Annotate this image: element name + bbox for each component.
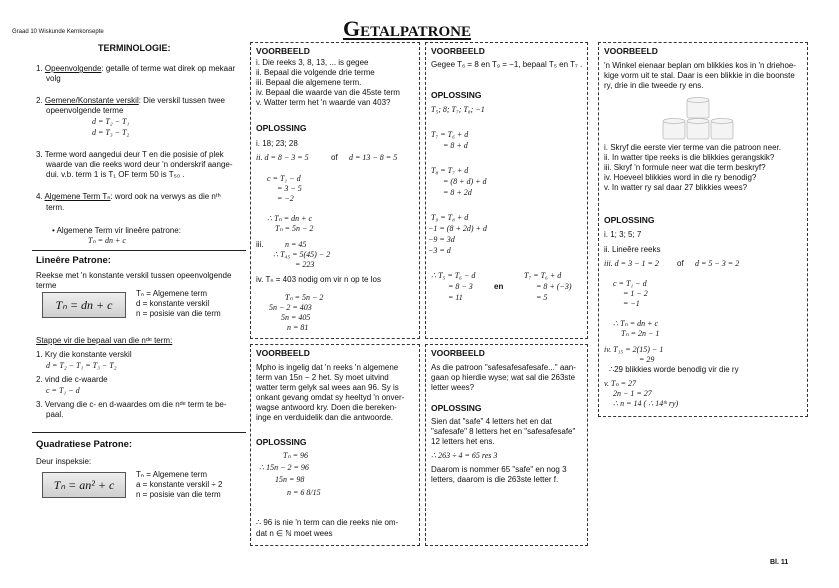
term-item-1-cont: volg bbox=[46, 74, 61, 83]
cans-pyramid-illustration bbox=[651, 97, 747, 143]
ex2-s8: −9 = 3d bbox=[428, 235, 455, 244]
ex4-l1: As die patroon "safesafesafesafe..." aan- bbox=[431, 363, 576, 372]
step-1-formula: d = T₂ − T₁ = T₃ − T₂ bbox=[46, 361, 117, 370]
ex4-s5: Daarom is nommer 65 "safe" en nog 3 bbox=[431, 465, 567, 474]
ex3-c2: dat n ∈ ℕ moet wees bbox=[256, 529, 333, 538]
ex5-l2: kige vorm uit te stal. Daar is een blikkie in die boonste bbox=[604, 71, 795, 80]
term-item-2-formula-1: d = T₂ − T₁ bbox=[92, 117, 130, 126]
ex5-a3-of: of bbox=[677, 259, 684, 268]
ex1-q3: iii. Bepaal die algemene term. bbox=[256, 78, 362, 87]
ex1-a2a: ii. d = 8 − 3 = 5 bbox=[256, 153, 309, 162]
ex5-t2: Tₙ = 2n − 1 bbox=[621, 329, 660, 338]
ex5-q4: iv. Hoeveel blikkies word in die ry benodig? bbox=[604, 173, 757, 182]
page-number: Bl. 11 bbox=[770, 559, 789, 566]
example-heading: VOORBEELD bbox=[256, 46, 310, 56]
example-heading: VOORBEELD bbox=[431, 348, 485, 358]
ex3-c1: ∴ 96 is nie 'n term can die reeks nie om- bbox=[256, 518, 399, 527]
ex3-l4: onkant gevang omdat sy heeltyd 'n onver- bbox=[256, 393, 405, 402]
linear-formula-box: Tₙ = dn + c bbox=[42, 292, 126, 318]
page-title: Getalpatrone bbox=[343, 16, 471, 41]
ex2-r4: T₇ = T₆ + d bbox=[524, 271, 562, 280]
ex1-c3: = −2 bbox=[277, 194, 294, 203]
example-panel-2 bbox=[425, 42, 588, 339]
solution-heading: OPLOSSING bbox=[431, 90, 482, 100]
example-panel-4 bbox=[425, 344, 588, 546]
ex5-a1: i. 1; 3; 5; 7 bbox=[604, 230, 642, 239]
ex2-r5: = 8 + (−3) bbox=[536, 282, 572, 291]
linear-legend-1: Tₙ = Algemene term bbox=[136, 289, 207, 298]
linear-legend-3: n = posisie van die term bbox=[136, 309, 221, 318]
ex2-question: Gegee T₆ = 8 en T₉ = −1, bepaal T₅ en T₇ . bbox=[431, 60, 583, 69]
ex1-a1: i. 18; 23; 28 bbox=[256, 139, 298, 148]
ex1-t1: ∴ Tₙ = dn + c bbox=[267, 214, 313, 223]
ex2-s4: = (8 + d) + d bbox=[443, 177, 487, 186]
ex4-s1: Sien dat "safe" 4 letters het en dat bbox=[431, 417, 552, 426]
ex5-q1: i. Skryf die eerste vier terme van die patroon neer. bbox=[604, 143, 781, 152]
linear-desc-2: terme bbox=[36, 281, 57, 290]
ex3-l1: Mpho is ingelig dat 'n reeks 'n algemene bbox=[256, 363, 399, 372]
quadratic-heading: Quadratiese Patrone: bbox=[36, 439, 133, 450]
ex1-iv: iv. Tₙ = 403 nodig om vir n op te los bbox=[256, 275, 381, 284]
ex3-f4: n = 6 8/15 bbox=[287, 488, 321, 497]
example-heading: VOORBEELD bbox=[604, 46, 658, 56]
linear-general-term-formula: Tₙ = dn + c bbox=[88, 236, 126, 245]
solution-heading: OPLOSSING bbox=[431, 403, 482, 413]
ex4-s4: ∴ 263 ÷ 4 = 65 res 3 bbox=[431, 451, 498, 460]
ex5-q2: ii. In watter tipe reeks is die blikkies gerangskik? bbox=[604, 153, 775, 162]
term-item-3-l1: 3. Terme word aangedui deur T en die posisie of plek bbox=[36, 150, 224, 159]
ex5-a2: ii. Lineêre reeks bbox=[604, 245, 661, 254]
ex1-q4: iv. Bepaal die waarde van die 45ste term bbox=[256, 88, 400, 97]
ex2-sequence: T₅; 8; T₇; T₈; −1 bbox=[431, 105, 485, 114]
example-panel-5 bbox=[598, 42, 808, 417]
divider bbox=[32, 432, 246, 433]
ex5-v2: 2n − 1 = 27 bbox=[613, 389, 652, 398]
term-item-2-formula-2: d = T₃ − T₂ bbox=[92, 128, 130, 137]
example-panel-3 bbox=[250, 344, 420, 546]
ex1-t2: Tₙ = 5n − 2 bbox=[275, 224, 314, 233]
ex3-l3: watter term gelyk sal wees aan 96. Sy is bbox=[256, 383, 399, 392]
terminology-heading: TERMINOLOGIE: bbox=[98, 43, 171, 53]
solution-heading: OPLOSSING bbox=[256, 123, 307, 133]
ex2-s1: T₇ = T₆ + d bbox=[431, 130, 469, 139]
step-2-formula: c = T₁ − d bbox=[46, 386, 80, 395]
ex1-q1: i. Die reeks 3, 8, 13, ... is gegee bbox=[256, 58, 369, 67]
ex3-l6: inge en verduidelik dan die antwoorde. bbox=[256, 413, 393, 422]
ex2-r1: ∴ T₅ = T₆ − d bbox=[431, 271, 476, 280]
linear-desc-1: Reekse met 'n konstante verskil tussen opeenvolgende bbox=[36, 271, 232, 280]
ex1-a2-of: of bbox=[331, 153, 338, 162]
linear-legend-2: d = konstante verskil bbox=[136, 299, 210, 308]
ex5-c3: = −1 bbox=[623, 299, 640, 308]
ex4-s2: "safesafe" 8 letters het en "safesafesafe" bbox=[431, 427, 576, 436]
ex1-iii-n: n = 45 bbox=[285, 240, 307, 249]
step-1: 1. Kry die konstante verskil bbox=[36, 350, 132, 359]
ex1-c2: = 3 − 5 bbox=[277, 184, 302, 193]
step-2: 2. vind die c-waarde bbox=[36, 375, 108, 384]
ex1-q5: v. Watter term het 'n waarde van 403? bbox=[256, 98, 391, 107]
ex2-en: en bbox=[494, 282, 504, 291]
ex3-f3: 15n = 98 bbox=[275, 475, 305, 484]
example-panel-1 bbox=[250, 42, 420, 339]
linear-heading: Lineêre Patrone: bbox=[36, 255, 111, 266]
ex5-iv2: = 29 bbox=[639, 355, 655, 364]
ex5-a3a: iii. d = 3 − 1 = 2 bbox=[604, 259, 659, 268]
ex2-r3: = 11 bbox=[448, 293, 463, 302]
ex2-s9: −3 = d bbox=[428, 246, 451, 255]
ex1-iv3: 5n = 405 bbox=[281, 313, 311, 322]
example-heading: VOORBEELD bbox=[431, 46, 485, 56]
ex2-r6: = 5 bbox=[536, 293, 548, 302]
ex5-iv1: iv. T₁₅ = 2(15) − 1 bbox=[604, 345, 664, 354]
ex3-f1: Tₙ = 96 bbox=[283, 451, 309, 460]
ex2-r2: = 8 − 3 bbox=[448, 282, 473, 291]
quadratic-legend-2: a = konstante verskil ÷ 2 bbox=[136, 480, 223, 489]
ex1-a2b: d = 13 − 8 = 5 bbox=[349, 153, 398, 162]
ex5-v1: v. Tₙ = 27 bbox=[604, 379, 636, 388]
ex1-iii-result: = 223 bbox=[295, 260, 315, 269]
term-item-2: 2. Gemene/Konstante verskil: Die verskil tussen twee bbox=[36, 96, 225, 105]
ex5-v3: ∴ n = 14 ( ∴ 14ᵗʰ ry) bbox=[613, 399, 679, 408]
ex3-l5: wagse antwoord kry. Doen die bereken- bbox=[256, 403, 397, 412]
steps-heading: Stappe vir die bepaal van die nᵈᵉ term: bbox=[36, 336, 173, 345]
quadratic-desc: Deur inspeksie: bbox=[36, 457, 92, 466]
ex2-s2: = 8 + d bbox=[443, 141, 468, 150]
ex2-s6: T₉ = T₈ + d bbox=[431, 213, 469, 222]
term-item-3-l2: waarde van die reeks word deur 'n onderskrif aange- bbox=[46, 160, 233, 169]
solution-heading: OPLOSSING bbox=[256, 437, 307, 447]
ex5-l3: ry, drie in die tweede ry ens. bbox=[604, 81, 704, 90]
quadratic-legend-1: Tₙ = Algemene term bbox=[136, 470, 207, 479]
ex2-s3: T₈ = T₇ + d bbox=[431, 166, 469, 175]
ex5-a3b: d = 5 − 3 = 2 bbox=[695, 259, 740, 268]
ex1-c1: c = T₁ − d bbox=[267, 174, 301, 183]
ex2-s7: −1 = (8 + 2d) + d bbox=[428, 224, 487, 233]
divider bbox=[32, 250, 246, 251]
ex1-iii-label: iii. bbox=[256, 240, 264, 249]
ex4-s6: letters, daarom is die 263ste letter f. bbox=[431, 475, 559, 484]
ex5-l1: 'n Winkel eienaar beplan om blikkies kos in 'n driehoe- bbox=[604, 61, 797, 70]
ex4-l2: gaan op hierdie wyse; wat sal die 263ste bbox=[431, 373, 576, 382]
ex3-f2: ∴ 15n − 2 = 96 bbox=[259, 463, 309, 472]
example-heading: VOORBEELD bbox=[256, 348, 310, 358]
ex1-iv4: n = 81 bbox=[287, 323, 309, 332]
term-item-1: 1. Opeenvolgende: getalle of terme wat direk op mekaar bbox=[36, 64, 236, 73]
term-item-4: 4. Algemene Term Tₙ: word ook na verwys as die nᵗʰ bbox=[36, 192, 221, 201]
term-item-3-l3: dui. v.b. term 1 is T₁ OF term 50 is T₅₀ . bbox=[46, 170, 185, 179]
term-item-4-cont: term. bbox=[46, 203, 65, 212]
quadratic-legend-3: n = posisie van die term bbox=[136, 490, 221, 499]
ex5-q5: v. In watter ry sal daar 27 blikkies wees? bbox=[604, 183, 748, 192]
step-3-l2: paal. bbox=[46, 410, 64, 419]
ex4-l3: letter wees? bbox=[431, 383, 475, 392]
ex1-iii-calc: ∴ T₄₅ = 5(45) − 2 bbox=[273, 250, 331, 259]
ex1-iv1: Tₙ = 5n − 2 bbox=[285, 293, 324, 302]
ex5-c2: = 1 − 2 bbox=[623, 289, 648, 298]
ex4-s3: 12 letters het ens. bbox=[431, 437, 495, 446]
linear-general-term-bullet: • Algemene Term vir lineêre patrone: bbox=[52, 226, 181, 235]
ex5-iv3: ∴29 blikkies worde benodig vir die ry bbox=[609, 365, 739, 374]
ex1-q2: ii. Bepaal die volgende drie terme bbox=[256, 68, 375, 77]
ex3-l2: term van 15n − 2 het. Sy moet uitvind bbox=[256, 373, 389, 382]
ex5-t1: ∴ Tₙ = dn + c bbox=[613, 319, 659, 328]
term-item-2-cont: opeenvolgende terme bbox=[46, 106, 124, 115]
grade-label: Graad 10 Wiskunde Kernkonsepte bbox=[12, 29, 104, 35]
step-3-l1: 3. Vervang die c- en d-waardes om die nᵈᵉ term te be- bbox=[36, 400, 227, 409]
quadratic-formula-box: Tₙ = an² + c bbox=[42, 472, 126, 498]
solution-heading: OPLOSSING bbox=[604, 215, 655, 225]
ex5-c1: c = T₁ − d bbox=[613, 279, 647, 288]
ex2-s5: = 8 + 2d bbox=[443, 188, 472, 197]
ex1-iv2: 5n − 2 = 403 bbox=[269, 303, 312, 312]
ex5-q3: iii. Skryf 'n formule neer wat die term beskryf? bbox=[604, 163, 766, 172]
